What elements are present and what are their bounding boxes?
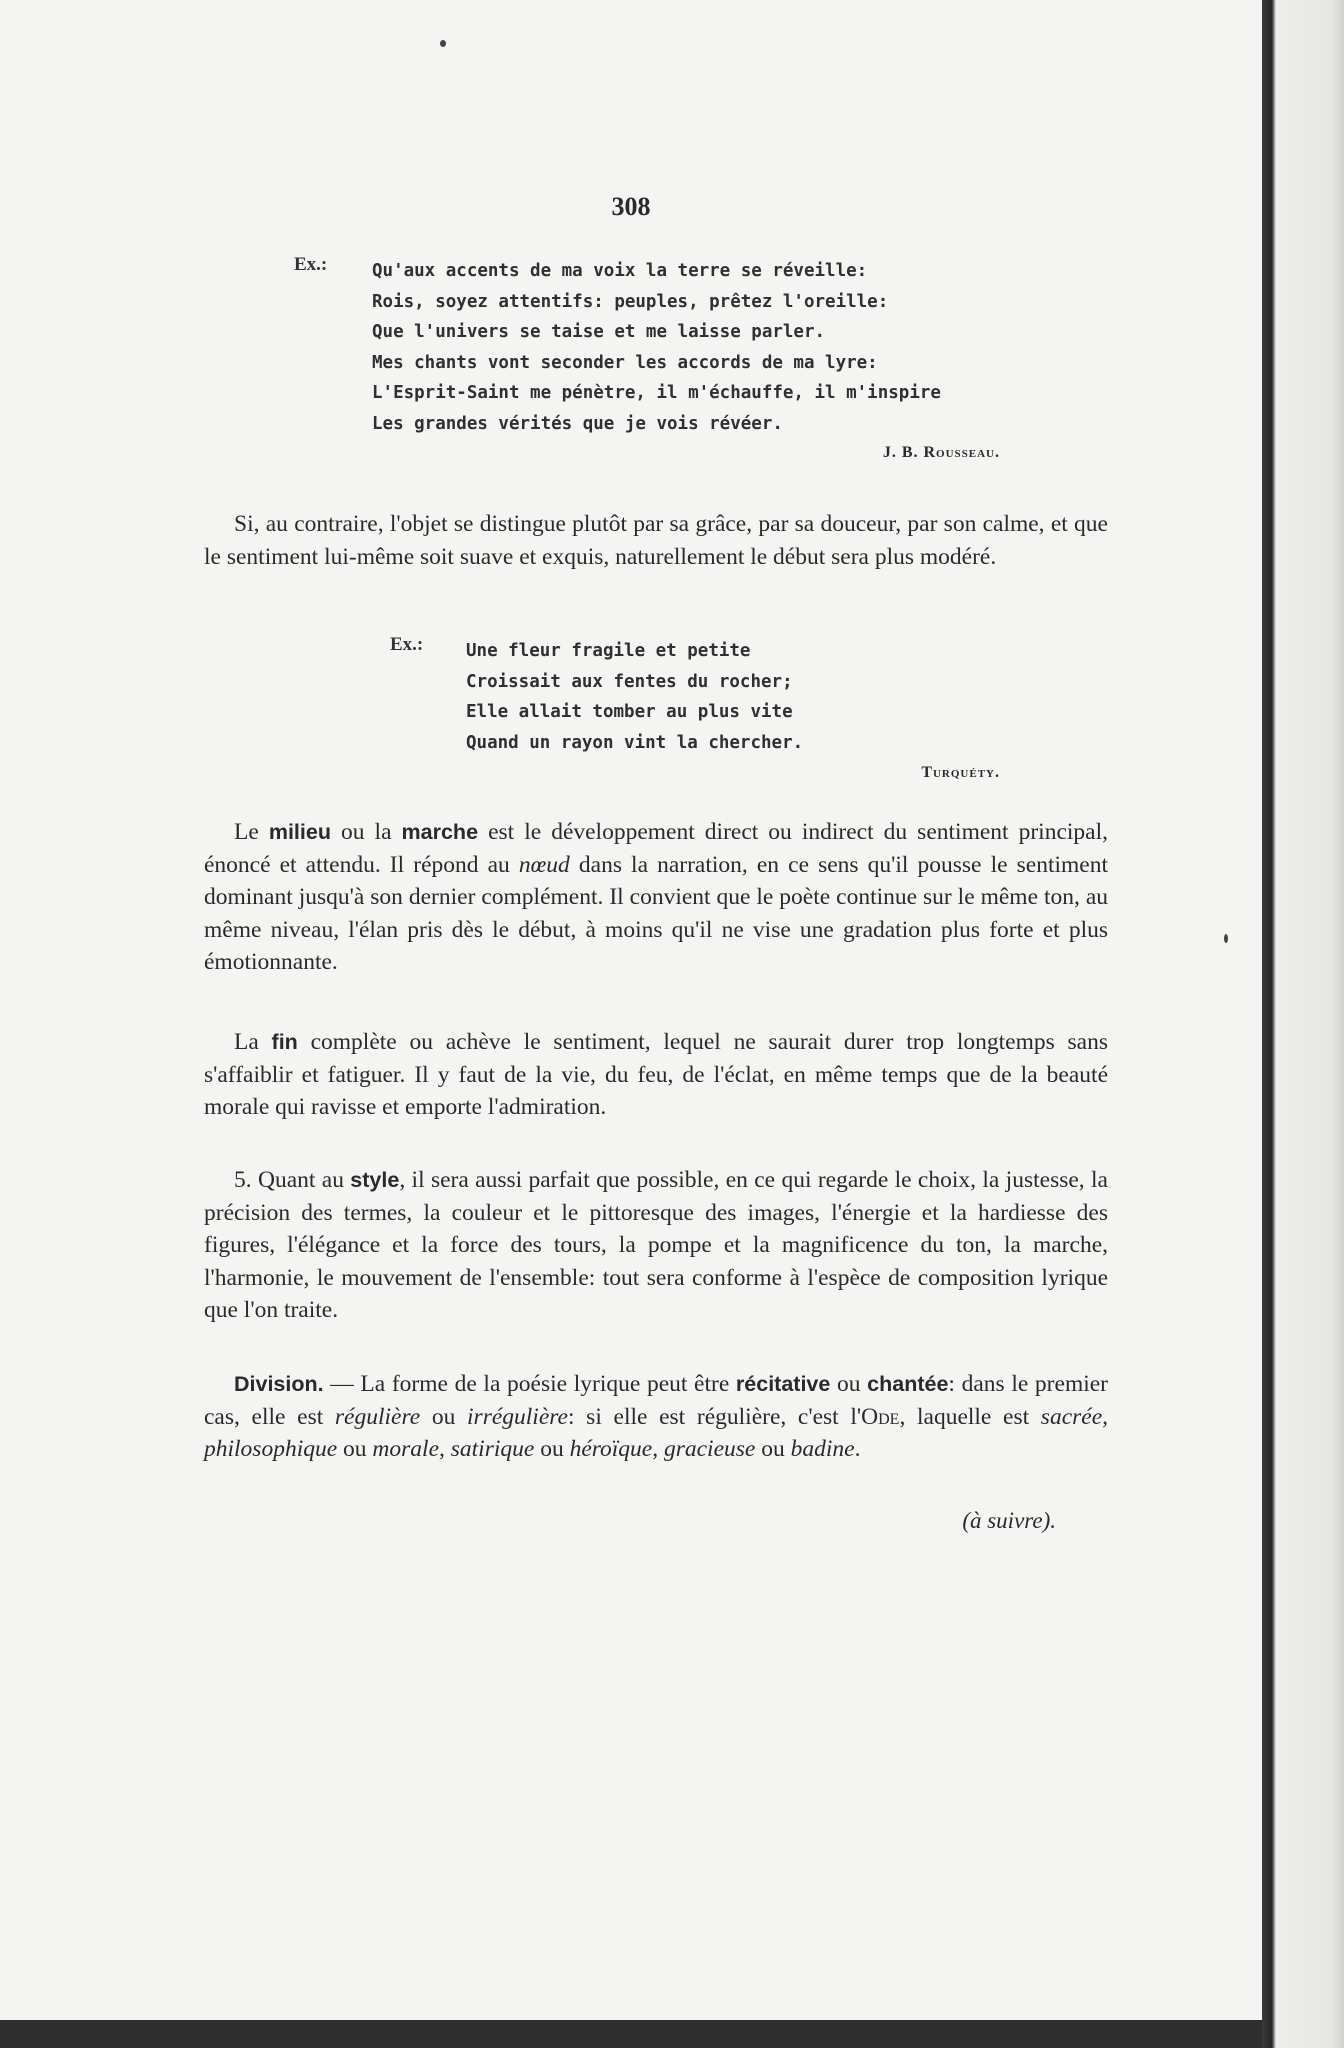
- term-marche: marche: [401, 820, 479, 844]
- example-2-verse: [466, 636, 803, 758]
- verse-line: Les grandes vérités que je vois révéer.: [372, 413, 783, 434]
- paragraph-fin: La fin complète ou achève le sentiment, lequel ne saurait durer trop longtemps sans s'affaiblir et fatiguer. Il y faut de la vie, du feu, de l'éclat, en même temps que de la beauté morale qui ravisse et emporte l'admiration.: [204, 1029, 1108, 1120]
- verse-line: Quand un rayon vint la chercher.: [466, 732, 804, 753]
- term-division: Division.: [234, 1372, 324, 1396]
- paragraph-opening-tone: Si, au contraire, l'objet se distingue plutôt par sa grâce, par sa douceur, par son calme, et que le sentiment lui-même soit suave et exquis, naturellement le début sera plus modéré.: [204, 511, 1108, 570]
- verse-line: Elle allait tomber au plus vite: [466, 702, 793, 722]
- paragraph-milieu: Le milieu ou la marche est le développement direct ou indirect du sentiment principal, énoncé et attendu. Il répond au nœud dans la narration, en ce sens qu'il pousse le sentiment dominant jusqu'à son dernier complément. Il convient que le poète continue sur le même ton, au même niveau, l'élan pris dès le début, à moins qu'il ne vise une gradation plus forte et plus émotionnante.: [204, 819, 1108, 975]
- scan-speck: [1224, 934, 1228, 943]
- verse-line: Croissait aux fentes du rocher;: [466, 671, 793, 692]
- verse-line: L'Esprit-Saint me pénètre, il m'échauffe, il m'inspire: [372, 383, 941, 403]
- verse-line: Une fleur fragile et petite: [466, 641, 751, 661]
- term-milieu: milieu: [268, 820, 331, 844]
- example-2-label: Ex.:: [390, 634, 424, 655]
- adjacent-page-edge: [1262, 0, 1344, 2048]
- example-1-label: Ex.:: [294, 254, 328, 275]
- term-recitative: récitative: [735, 1372, 831, 1396]
- term-ode: Ode: [861, 1403, 900, 1430]
- example-1-verse: [372, 256, 941, 439]
- term-fin: fin: [271, 1030, 298, 1054]
- example-2-author: Turquéty.: [921, 764, 1000, 781]
- term-noeud: nœud: [518, 851, 570, 878]
- scan-speck: [440, 40, 446, 47]
- example-1-author: J. B. Rousseau.: [882, 444, 1000, 461]
- verse-line: Que l'univers se taise et me laisse parler.: [372, 322, 826, 342]
- term-chantee: chantée: [867, 1372, 949, 1396]
- verse-line: Rois, soyez attentifs: peuples, prêtez l'oreille:: [372, 291, 889, 312]
- term-style: style: [350, 1168, 400, 1192]
- scan-border: [0, 2020, 1262, 2048]
- paragraph-division: Division. — La forme de la poésie lyrique peut être récitative ou chantée: dans le premier cas, elle est régulière ou irrégulière: si elle est régulière, c'est l'Ode, laquelle est sacrée, philosophique ou morale, satirique ou héroïque, gracieuse ou badine.: [204, 1371, 1109, 1462]
- verse-line: Mes chants vont seconder les accords de ma lyre:: [372, 352, 878, 373]
- page-number: 308: [611, 192, 651, 221]
- paragraph-style: 5. Quant au style, il sera aussi parfait que possible, en ce qui regarde le choix, la justesse, la précision des termes, la couleur et le pittoresque des images, l'énergie et la hardiesse des figures, l'élégance et la force des tours, la pompe et la magnificence du ton, la marche, l'harmonie, le mouvement de l'ensemble: tout sera conforme à l'espèce de composition lyrique que l'on traite.: [204, 1167, 1108, 1323]
- to-be-continued: (à suivre).: [962, 1508, 1056, 1533]
- verse-line: Qu'aux accents de ma voix la terre se réveille:: [372, 261, 868, 281]
